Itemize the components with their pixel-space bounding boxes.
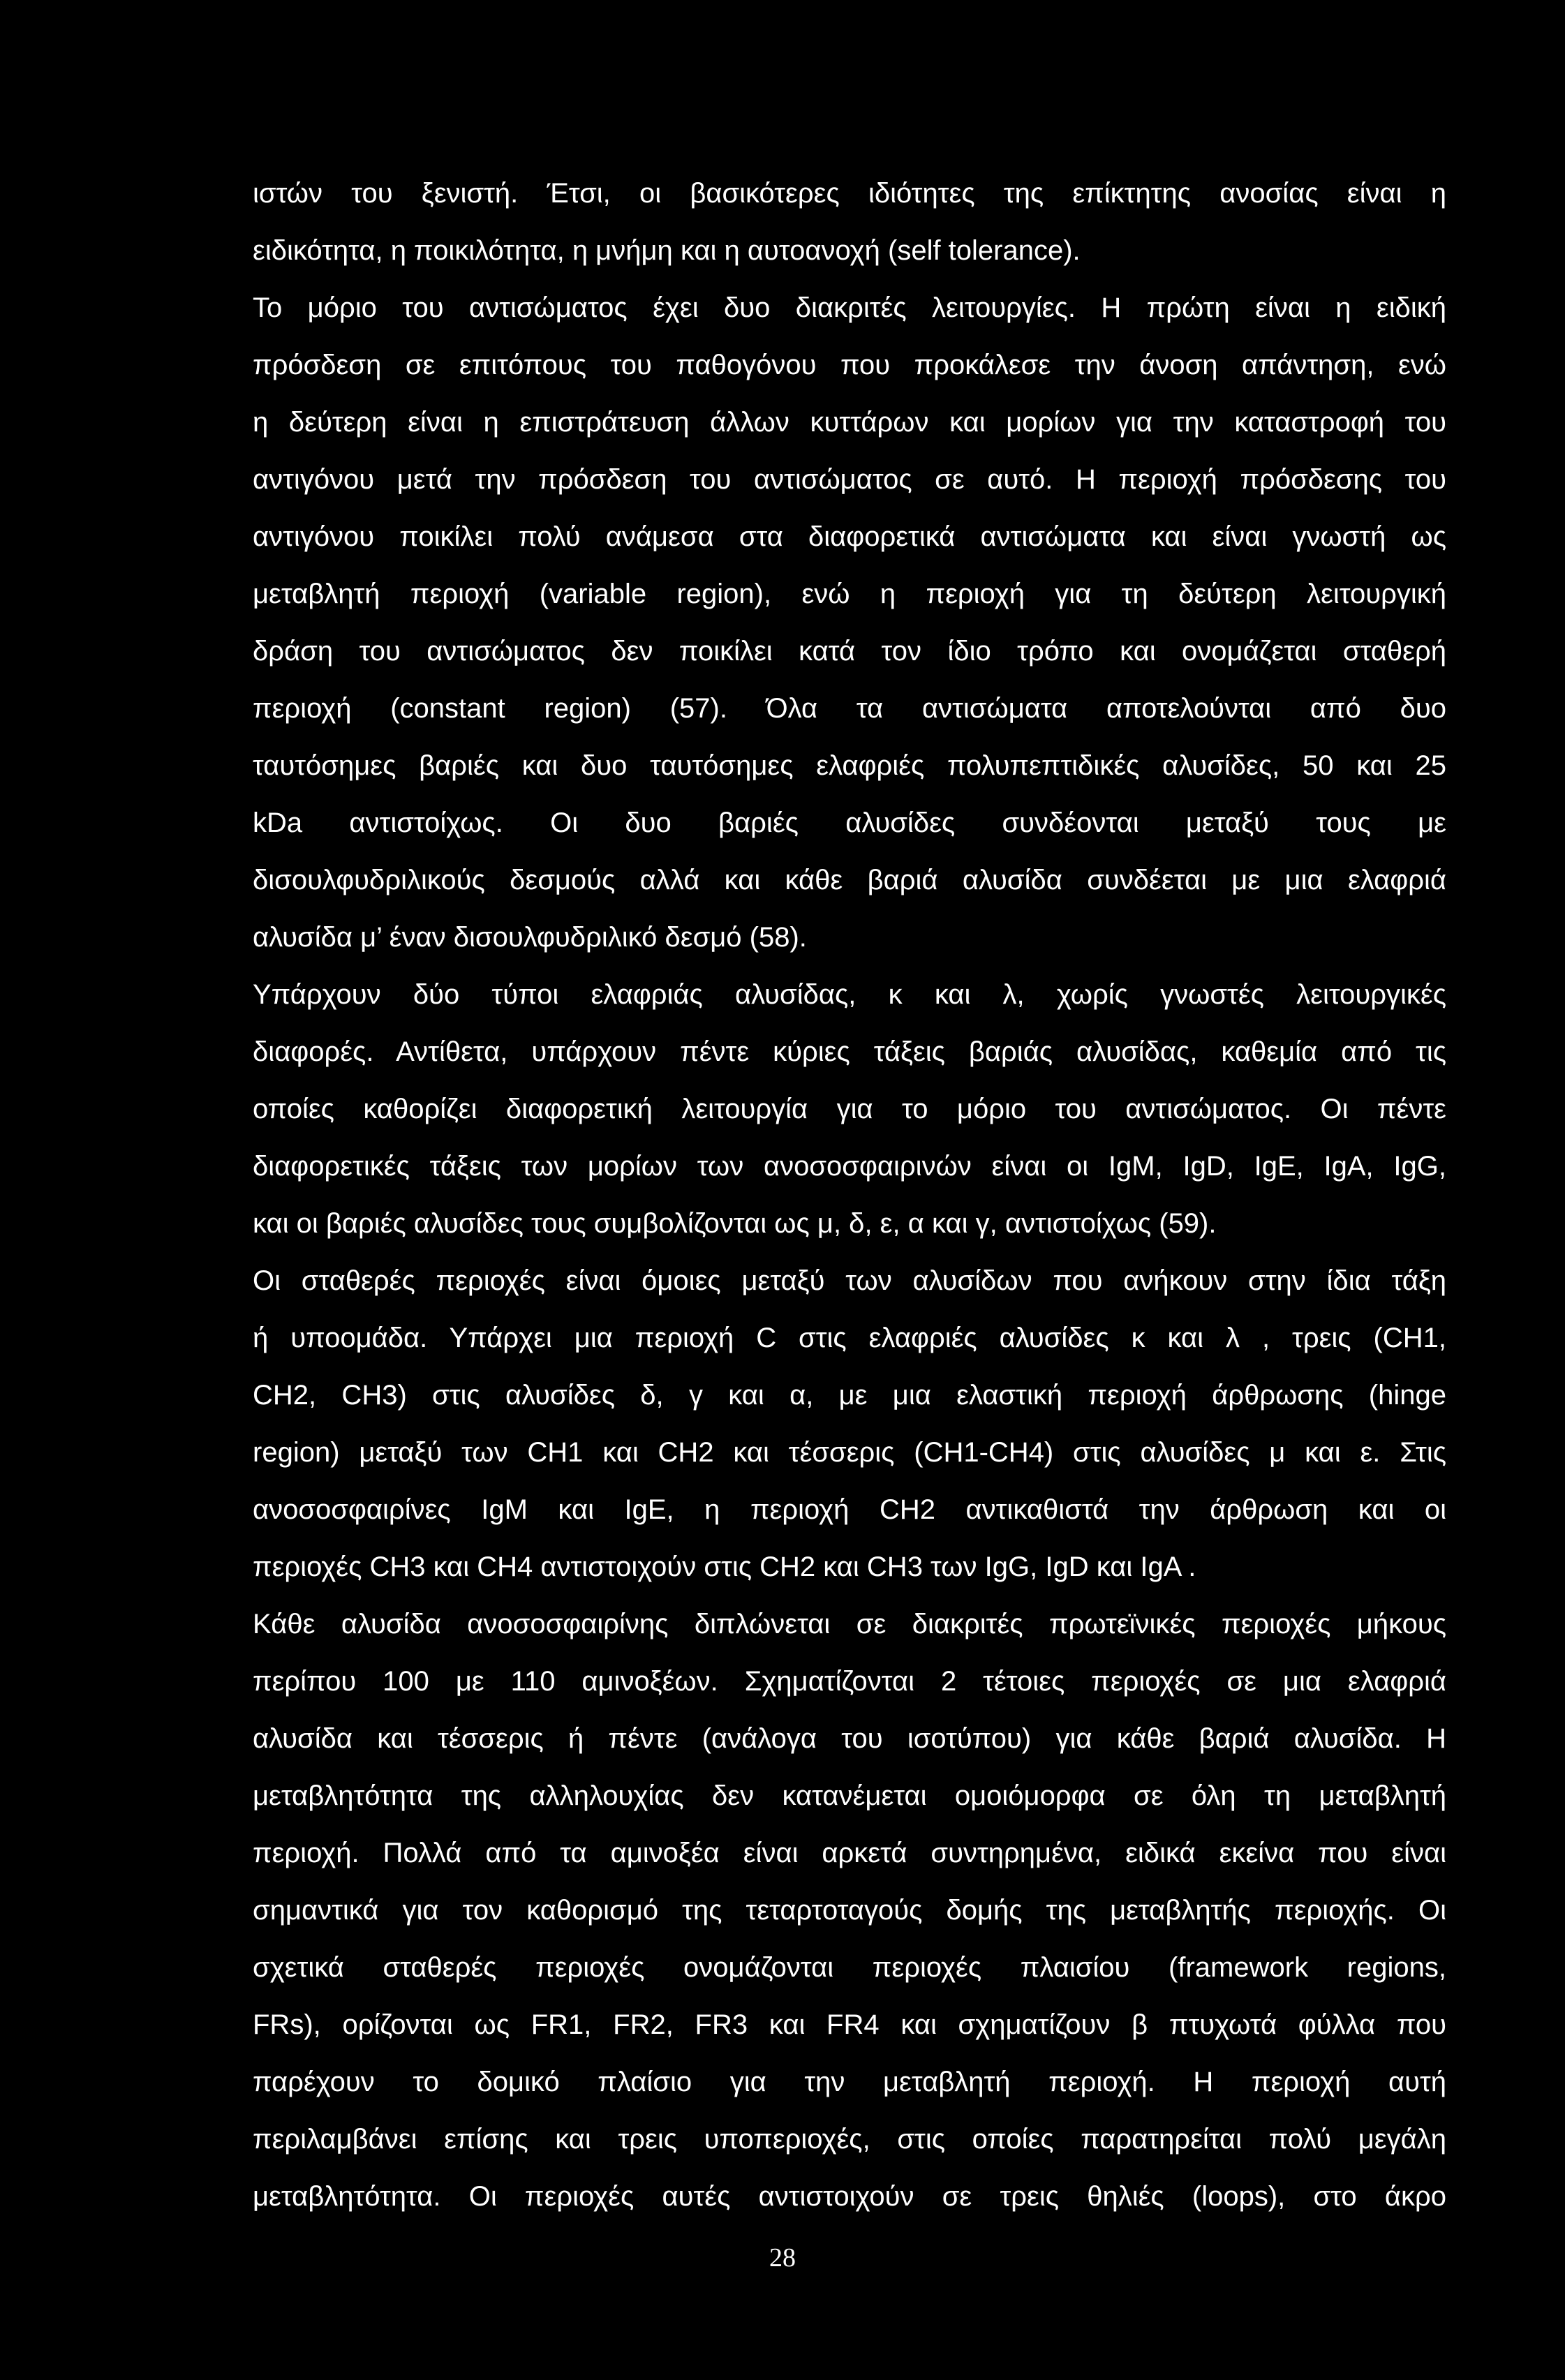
text-line: δράση του αντισώματος δεν ποικίλει κατά τον ίδιο τρόπο και ονομάζεται σταθερή [253,636,1446,667]
text-line: διαφορετικές τάξεις των μορίων των ανοσοσφαιρινών είναι οι IgM, IgD, IgE, IgA, IgG, [253,1151,1446,1182]
text-line: μεταβλητότητα. Οι περιοχές αυτές αντιστοιχούν σε τρεις θηλιές (loops), στο άκρο [253,2181,1446,2212]
page-number: 28 [769,2243,796,2273]
text-line: οποίες καθορίζει διαφορετική λειτουργία για το μόριο του αντισώματος. Οι πέντε [253,1094,1446,1124]
text-line: αλυσίδα μ’ έναν δισουλφυδριλικό δεσμό (58). [253,922,807,953]
text-line: region) μεταξύ των CH1 και CH2 και τέσσερις (CH1-CH4) στις αλυσίδες μ και ε. Στις [253,1437,1446,1468]
text-line: μεταβλητότητα της αλληλουχίας δεν κατανέμεται ομοιόμορφα σε όλη τη μεταβλητή [253,1780,1446,1811]
text-line: CH2, CH3) στις αλυσίδες δ, γ και α, με μια ελαστική περιοχή άρθρωσης (hinge [253,1380,1446,1411]
text-line: δισουλφυδριλικούς δεσμούς αλλά και κάθε βαριά αλυσίδα συνδέεται με μια ελαφριά [253,865,1446,895]
text-line: περιοχή (constant region) (57). Όλα τα αντισώματα αποτελούνται από δυο [253,693,1446,724]
text-line: και οι βαριές αλυσίδες τους συμβολίζονται ως μ, δ, ε, α και γ, αντιστοίχως (59). [253,1208,1217,1239]
text-line: kDa αντιστοίχως. Οι δυο βαριές αλυσίδες συνδέονται μεταξύ τους με [253,808,1446,838]
text-line: σχετικά σταθερές περιοχές ονομάζονται περιοχές πλαισίου (framework regions, [253,1952,1446,1983]
text-line: Οι σταθερές περιοχές είναι όμοιες μεταξύ των αλυσίδων που ανήκουν στην ίδια τάξη [253,1265,1446,1296]
text-line: Υπάρχουν δύο τύποι ελαφριάς αλυσίδας, κ και λ, χωρίς γνωστές λειτουργικές [253,979,1446,1010]
text-line: ιστών του ξενιστή. Έτσι, οι βασικότερες ιδιότητες της επίκτητης ανοσίας είναι η [253,178,1446,209]
text-line: σημαντικά για τον καθορισμό της τεταρτοταγούς δομής της μεταβλητής περιοχής. Οι [253,1895,1446,1926]
text-line: περιλαμβάνει επίσης και τρεις υποπεριοχές, στις οποίες παρατηρείται πολύ μεγάλη [253,2124,1446,2155]
body-text [253,165,1446,2225]
text-line: περίπου 100 με 110 αμινοξέων. Σχηματίζονται 2 τέτοιες περιοχές σε μια ελαφριά [253,1666,1446,1697]
text-line: FRs), ορίζονται ως FR1, FR2, FR3 και FR4 και σχηματίζουν β πτυχωτά φύλλα που [253,2009,1446,2040]
text-line: αλυσίδα και τέσσερις ή πέντε (ανάλογα του ισοτύπου) για κάθε βαριά αλυσίδα. Η [253,1723,1446,1754]
text-line: Το μόριο του αντισώματος έχει δυο διακριτές λειτουργίες. Η πρώτη είναι η ειδική [253,292,1446,323]
text-line: ή υποομάδα. Υπάρχει μια περιοχή C στις ελαφριές αλυσίδες κ και λ , τρεις (CH1, [253,1323,1446,1353]
text-line: διαφορές. Αντίθετα, υπάρχουν πέντε κύριες τάξεις βαριάς αλυσίδας, καθεμία από τις [253,1036,1446,1067]
text-line: αντιγόνου ποικίλει πολύ ανάμεσα στα διαφορετικά αντισώματα και είναι γνωστή ως [253,521,1446,552]
text-line: περιοχή. Πολλά από τα αμινοξέα είναι αρκετά συντηρημένα, ειδικά εκείνα που είναι [253,1838,1446,1868]
text-line: αντιγόνου μετά την πρόσδεση του αντισώματος σε αυτό. Η περιοχή πρόσδεσης του [253,464,1446,495]
text-line: παρέχουν το δομικό πλαίσιο για την μεταβλητή περιοχή. Η περιοχή αυτή [253,2067,1446,2097]
text-line: η δεύτερη είναι η επιστράτευση άλλων κυττάρων και μορίων για την καταστροφή του [253,407,1446,438]
text-line: ταυτόσημες βαριές και δυο ταυτόσημες ελαφριές πολυπεπτιδικές αλυσίδες, 50 και 25 [253,750,1446,781]
text-line: περιοχές CH3 και CH4 αντιστοιχούν στις CH2 και CH3 των IgG, IgD και IgA . [253,1552,1196,1582]
text-line: ανοσοσφαιρίνες IgM και IgE, η περιοχή CH2 αντικαθιστά την άρθρωση και οι [253,1494,1446,1525]
text-line: μεταβλητή περιοχή (variable region), ενώ η περιοχή για τη δεύτερη λειτουργική [253,579,1446,609]
text-line: Κάθε αλυσίδα ανοσοσφαιρίνης διπλώνεται σε διακριτές πρωτεϊνικές περιοχές μήκους [253,1609,1446,1639]
text-line: πρόσδεση σε επιτόπους του παθογόνου που προκάλεσε την άνοση απάντηση, ενώ [253,350,1446,380]
text-line: ειδικότητα, η ποικιλότητα, η μνήμη και η αυτοανοχή (self tolerance). [253,235,1081,266]
